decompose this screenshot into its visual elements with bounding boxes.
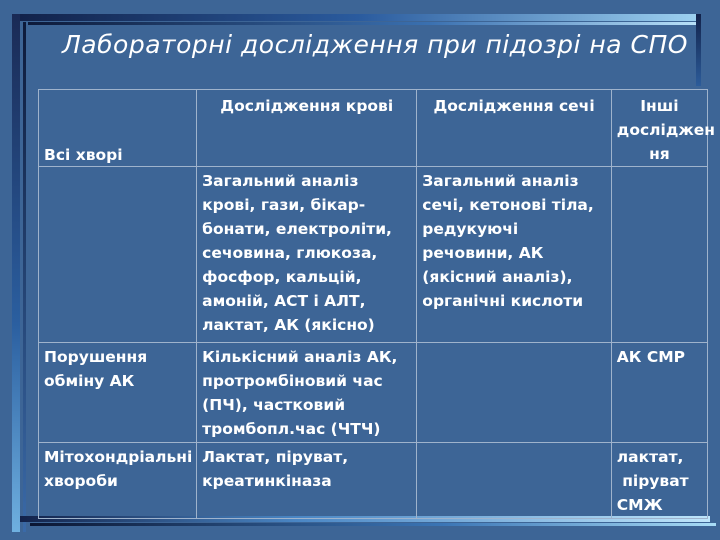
frame-left-bar — [12, 14, 20, 532]
cell-line: піруват — [616, 472, 689, 490]
cell-line: Лактат, піруват, — [202, 448, 349, 466]
cell-other-all — [611, 167, 707, 343]
cell-urine-mitochondrial — [417, 443, 612, 519]
cell-line: сечовина, глюкоза, — [202, 244, 378, 262]
frame-top-bar — [20, 14, 696, 21]
row-label-all-patients — [39, 146, 197, 343]
table-row — [39, 343, 708, 443]
cell-line: Загальний аналіз — [202, 172, 359, 190]
slide-title: Лабораторні дослідження при підозрі на СПО — [62, 30, 688, 59]
cell-blood-mitochondrial — [197, 443, 417, 519]
header-blood-tests: Дослідження крові — [197, 90, 417, 167]
header-other-tests — [611, 90, 715, 167]
row-label-line: Мітохондріальні — [44, 448, 193, 466]
cell-line: лактат, — [616, 448, 684, 466]
cell-line: редукуючі — [422, 220, 519, 238]
cell-line: крові, гази, бікар- — [202, 196, 366, 214]
table-row — [39, 167, 708, 343]
cell-urine-amino-acid — [417, 343, 612, 443]
cell-line: тромбопл.час (ЧТЧ) — [202, 420, 381, 438]
cell-line: СМЖ — [616, 496, 663, 514]
row-label-line: обміну АК — [44, 372, 135, 390]
frame-left-inner-bar — [23, 22, 26, 532]
cell-line: лактат, АК (якісно) — [202, 316, 375, 334]
frame-top-inner-bar — [28, 22, 696, 25]
cell-line: креатинкіназа — [202, 472, 332, 490]
cell-line: (якісний аналіз), — [422, 268, 573, 286]
cell-blood-all — [197, 167, 417, 343]
table-row — [39, 443, 708, 519]
cell-line: АК СМР — [616, 348, 686, 366]
cell-line: сечі, кетонові тіла, — [422, 196, 594, 214]
cell-line: амоній, АСТ і АЛТ, — [202, 292, 366, 310]
cell-other-mitochondrial — [611, 443, 707, 519]
header-urine-tests: Дослідження сечі — [417, 90, 612, 167]
cell-blood-amino-acid — [197, 343, 417, 443]
row-label-amino-acid-disorders — [39, 343, 197, 443]
row-label-text: Всі хворі — [44, 146, 123, 164]
cell-line: (ПЧ), частковий — [202, 396, 346, 414]
row-label-line: хвороби — [44, 472, 118, 490]
row-label-mitochondrial — [39, 443, 197, 519]
cell-line: фосфор, кальцій, — [202, 268, 362, 286]
lab-tests-table — [38, 89, 715, 519]
header-other-line: ня — [649, 145, 670, 163]
cell-other-amino-acid — [611, 343, 707, 443]
header-other-line: Інші — [640, 97, 679, 115]
cell-line: Загальний аналіз — [422, 172, 579, 190]
frame-bottom-inner-bar — [30, 523, 716, 526]
cell-line: протромбіновий час — [202, 372, 383, 390]
cell-line: речовини, АК — [422, 244, 544, 262]
cell-urine-all — [417, 167, 612, 343]
cell-line: Кількісний аналіз АК, — [202, 348, 398, 366]
row-label-line: Порушення — [44, 348, 148, 366]
cell-line: бонати, електроліти, — [202, 220, 392, 238]
header-other-line: досліджен — [616, 121, 715, 139]
cell-line: органічні кислоти — [422, 292, 584, 310]
